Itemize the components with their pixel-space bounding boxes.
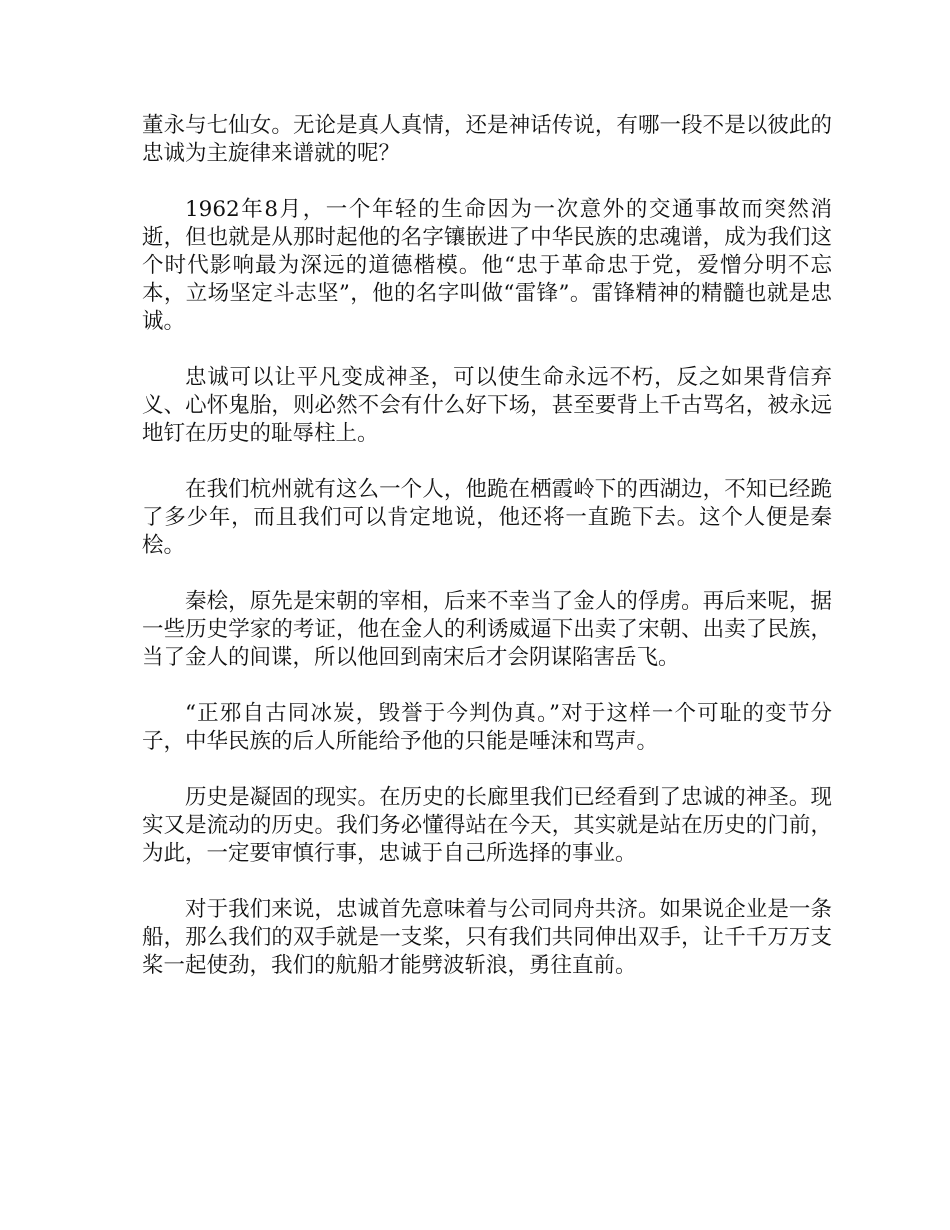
document-page: [142, 112, 832, 1008]
paragraph-3: 忠诚可以让平凡变成神圣，可以使生命永远不朽，反之如果背信弃义、心怀鬼胎，则必然不会有什么好下场，甚至要背上千古骂名，被永远地钉在历史的耻辱柱上。: [142, 365, 832, 446]
paragraph-5: 秦桧，原先是宋朝的宰相，后来不幸当了金人的俘虏。再后来呢，据一些历史学家的考证，他在金人的利诱威逼下出卖了宋朝、出卖了民族，当了金人的间谍，所以他回到南宋后才会阴谋陷害岳飞。: [142, 589, 832, 670]
paragraph-4: 在我们杭州就有这么一个人，他跪在栖霞岭下的西湖边，不知已经跪了多少年，而且我们可以肯定地说，他还将一直跪下去。这个人便是秦桧。: [142, 477, 832, 558]
paragraph-2: 1962年8月，一个年轻的生命因为一次意外的交通事故而突然消逝，但也就是从那时起他的名字镶嵌进了中华民族的忠魂谱，成为我们这个时代影响最为深远的道德楷模。他“忠于革命忠于党，爱憎分明不忘本，立场坚定斗志坚”，他的名字叫做“雷锋”。雷锋精神的精髓也就是忠诚。: [142, 197, 832, 334]
paragraph-7: 历史是凝固的现实。在历史的长廊里我们已经看到了忠诚的神圣。现实又是流动的历史。我们务必懂得站在今天，其实就是站在历史的门前，为此，一定要审慎行事，忠诚于自己所选择的事业。: [142, 785, 832, 866]
paragraph-6: “正邪自古同冰炭，毁誉于今判伪真。”对于这样一个可耻的变节分子，中华民族的后人所能给予他的只能是唾沫和骂声。: [142, 701, 832, 754]
paragraph-8: 对于我们来说，忠诚首先意味着与公司同舟共济。如果说企业是一条船，那么我们的双手就是一支桨，只有我们共同伸出双手，让千千万万支桨一起使劲，我们的航船才能劈波斩浪，勇往直前。: [142, 897, 832, 978]
paragraph-1: 董永与七仙女。无论是真人真情，还是神话传说，有哪一段不是以彼此的忠诚为主旋律来谱就的呢？: [142, 113, 832, 166]
